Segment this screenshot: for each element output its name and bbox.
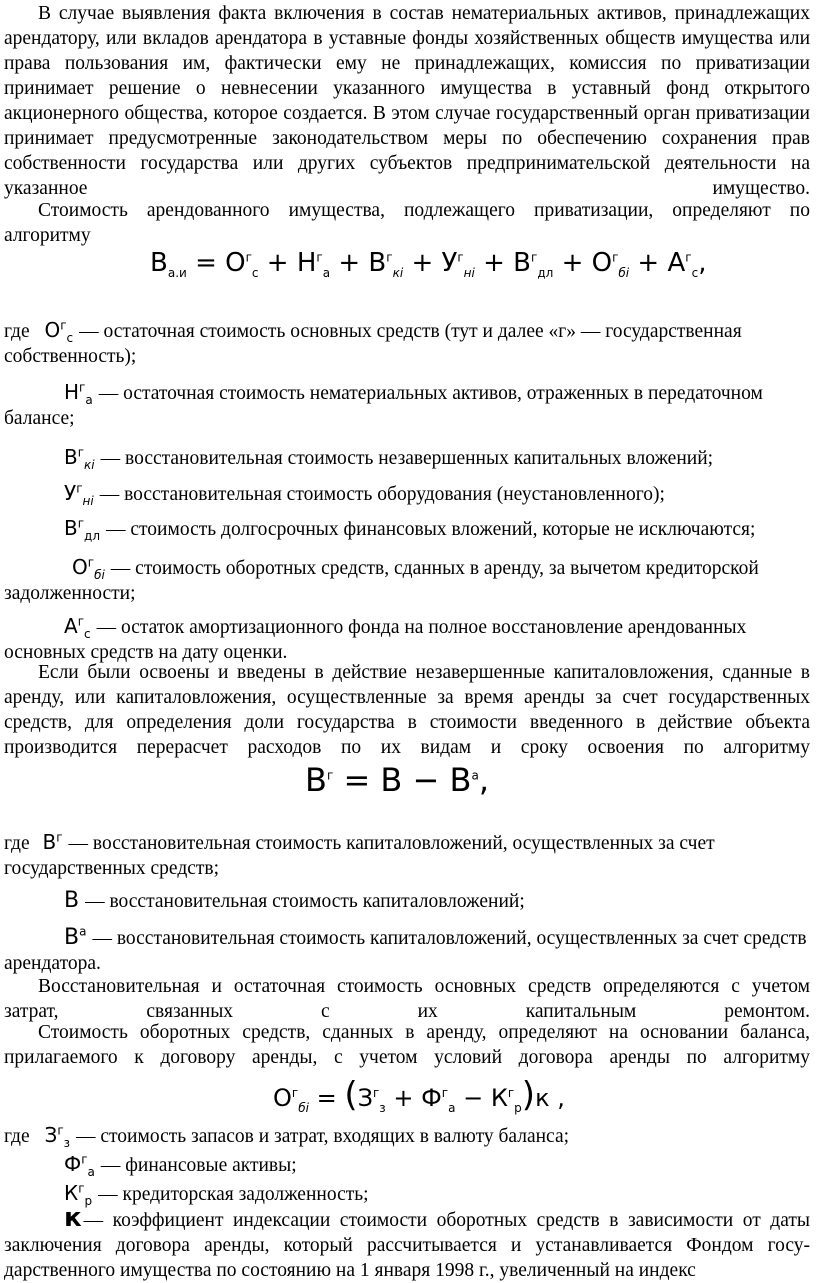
definition-z-z: где $З^г_з$ — стоимость запасов и затрат, входящих в валюту баланса; — [4, 1123, 570, 1150]
definition-n-a: $Н^г_а$ — остаточная стоимость нематериальных активов, отраженных в передаточном балансе; — [4, 380, 763, 429]
symbol-k-r: $К^г_р$ — [64, 1181, 93, 1208]
symbol-z-z: $З^г_з$ — [44, 1123, 71, 1150]
paragraph-3: Если были освоены и введены в действие незавершенные капиталовложения, сданные в аренду, или капиталовложения, осуществленные за время аренды за счет государственных средств, для определения доли государства в стоимости введенного в действие объекта производится перерасчет расходов по их видам и сроку освоения по алгоритму — [4, 662, 810, 758]
symbol-n-a: $Н^г_а$ — [64, 380, 93, 407]
definition-o-bi: $О^г_{бi}$ — стоимость оборотных средств, сданных в аренду, за вычетом кредиторской задолженности; — [4, 555, 759, 604]
paragraph-5: Стоимость оборотных средств, сданных в аренду, определяют на основании баланса, прилагаемого к договору аренды, с учетом условий договора аренды по алгоритму — [4, 1022, 810, 1068]
definition-v-dl: $В^г_{дл}$ — стоимость долгосрочных финансовых вложений, которые не исключаются; — [4, 516, 810, 542]
definition-a-s: $А^г_с$ — остаток амортизационного фонда на полное восстановление арендованных основных средств на дату оценки. — [4, 614, 747, 663]
symbol-a-s: $А^г_с$ — [64, 614, 91, 641]
definition-v: В — восстановительная стоимость капиталовложений; — [4, 888, 810, 914]
formula-working-capital: $О^г_{бi} = (З^г_з + Ф^г_а - К^г_р)к$ , — [273, 1075, 565, 1115]
symbol-v-dl: $В^г_{дл}$ — [64, 516, 101, 543]
symbol-k: к — [64, 1203, 82, 1233]
symbol-f-a: $Ф^г_а$ — [64, 1152, 95, 1179]
definition-v-a: $В^а$ — восстановительная стоимость капиталовложений, осуществленных за счет средств арендатора. — [4, 924, 807, 974]
definition-k: к — коэффициент индексации стоимости оборотных средств в зависимости от даты заключения договора аренды, который рассчитывается и устанавливается Фондом госу-дарственного имущества по состоянию на 1 января 1998 г., увеличенный на индекс — [4, 1203, 810, 1281]
symbol-o-s: $О^г_с$ — [44, 318, 74, 345]
formula-property-value: $В_{а.и} = О^г_с + Н^г_а + В^г_{кi} + У^г_{нi} + В^г_{дл} + О^г_{бi} + А^г_с$, — [150, 248, 707, 281]
definition-v-g: где $В^г$ — восстановительная стоимость капиталовложений, осуществленных за счет государственных средств; — [4, 830, 715, 879]
symbol-v-g: $В^г$ — [42, 830, 63, 854]
symbol-o-bi: $О^г_{бi}$ — [72, 555, 105, 582]
formula-capital-investment: $В^г = В - В^а$, — [305, 761, 490, 799]
definition-k-r: $К^г_р$ — кредиторская задолженность; — [4, 1181, 810, 1207]
paragraph-1: В случае выявления факта включения в состав нематериальных активов, принадлежащих арендатору, или вкладов арендатора в уставные фонды хозяйственных обществ имущества или права пользования им, фактически ему не принадлежащих, комиссия по приватизации принимает решение о невнесении указанного имущества в уставный фонд открытого акционерного общества, которое создается. В этом случае государственный орган приватизации принимает предусмотренные законодательством меры по обеспечению сохранения прав собственности государства или других субъектов предпринимательской деятельности на указанное имущество. — [4, 3, 810, 199]
definition-f-a: $Ф^г_а$ — финансовые активы; — [4, 1152, 810, 1178]
paragraph-2: Стоимость арендованного имущества, подлежащего приватизации, определяют по алгоритму — [4, 200, 810, 246]
symbol-v-a: $В^а$ — [64, 924, 87, 950]
definition-v-ki: $В^г_{кi}$ — восстановительная стоимость незавершенных капитальных вложений; — [4, 445, 810, 471]
symbol-u-ni: $У^г_{нi}$ — [64, 481, 94, 508]
definition-u-ni: $У^г_{нi}$ — восстановительная стоимость оборудования (неустановленного); — [4, 481, 810, 507]
paragraph-4: Восстановительная и остаточная стоимость основных средств определяются с учетом затрат, связанных с их капитальным ремонтом. — [4, 976, 810, 1022]
definition-o-s: где $О^г_с$ — остаточная стоимость основных средств (тут и далее «г» — государственная собственность); — [4, 318, 742, 367]
symbol-v: В — [64, 888, 80, 913]
symbol-v-ki: $В^г_{кi}$ — [64, 445, 95, 472]
